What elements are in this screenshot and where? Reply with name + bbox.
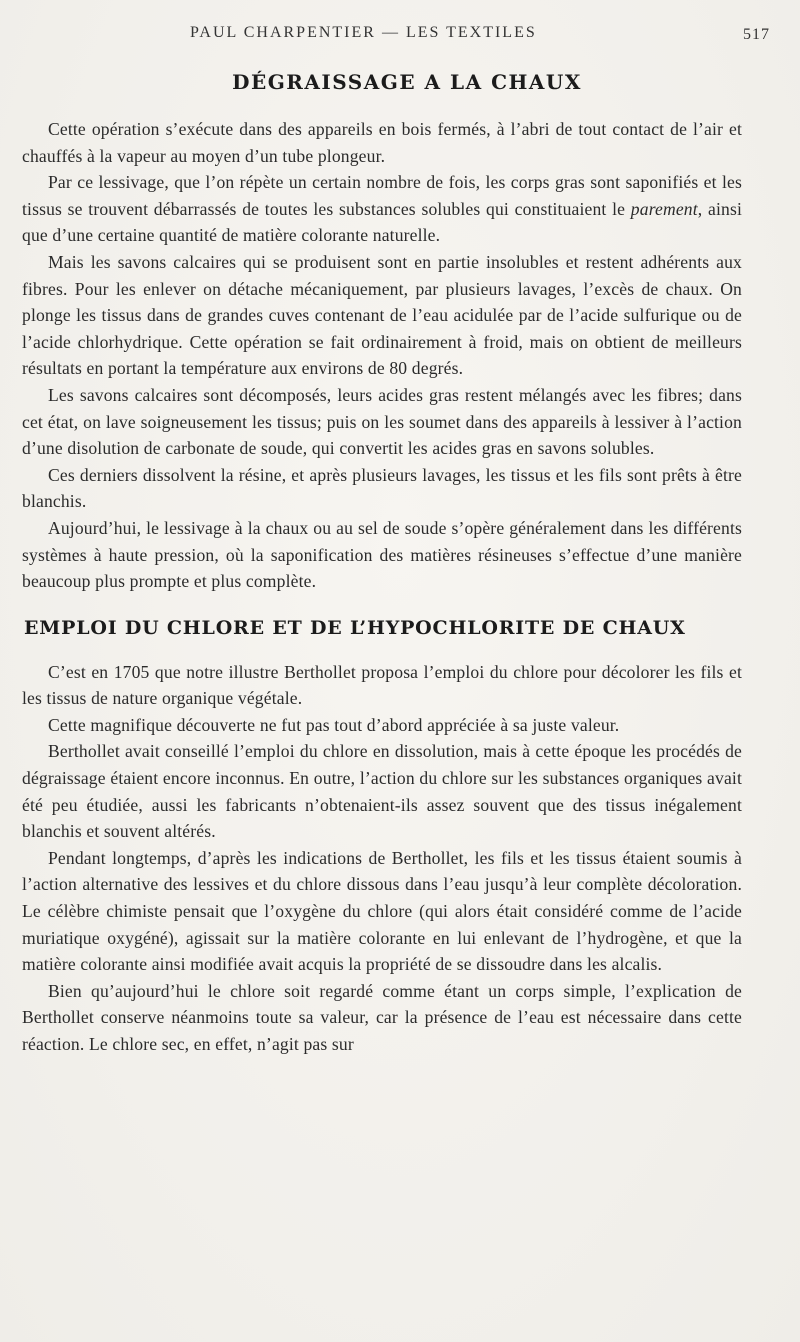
italic-term: parement bbox=[630, 198, 698, 219]
running-head bbox=[22, 22, 770, 50]
paragraph: Ces derniers dissolvent la résine, et après plusieurs lavages, les tissus et les fils sont prêts à être blanchis. bbox=[22, 464, 742, 512]
section-heading-degraissage: DÉGRAISSAGE A LA CHAUX bbox=[232, 70, 582, 94]
paragraph: C’est en 1705 que notre illustre Berthollet proposa l’emploi du chlore pour décolorer les fils et les tissus de nature organique végétale. bbox=[22, 661, 742, 709]
paragraph: Mais les savons calcaires qui se produisent sont en partie insolubles et restent adhérents aux fibres. Pour les enlever on détache mécaniquement, par plusieurs lavages, l’excès de chaux. On plonge les tissus dans de grandes cuves contenant de l’eau acidulée par de l’acide sulfurique ou de l’acide chlorhydrique. Cette opération se fait ordinairement à froid, mais on obtient de meilleurs résultats en portant la température aux environs de 80 degrés. bbox=[22, 251, 742, 379]
paragraph: Cette magnifique découverte ne fut pas tout d’abord appréciée à sa juste valeur. bbox=[48, 714, 620, 735]
page-number: 517 bbox=[743, 26, 770, 43]
paragraph: Berthollet avait conseillé l’emploi du chlore en dissolution, mais à cette époque les procédés de dégraissage étaient encore inconnus. En outre, l’action du chlore sur les substances organiques avait été peu étudiée, aussi les fabricants n’obtenaient-ils assez souvent que des tissus inégalement blanchis et souvent altérés. bbox=[22, 741, 742, 842]
paragraph: Cette opération s’exécute dans des appareils en bois fermés, à l’abri de tout contact de l’air et chauffés à la vapeur au moyen d’un tube plongeur. bbox=[22, 119, 742, 166]
section-heading-chlore: EMPLOI DU CHLORE ET DE L’HYPOCHLORITE DE CHAUX bbox=[24, 616, 686, 639]
paragraph: Par ce lessivage, que l’on répète un certain nombre de fois, les corps gras sont saponifiés et les tissus se trouvent débarrassés de toutes les substances solubles qui constituaient le parement, ainsi que d’une certaine quantité de matière colorante naturelle. bbox=[22, 172, 742, 246]
paragraph: Pendant longtemps, d’après les indications de Berthollet, les fils et les tissus étaient soumis à l’action alternative des lessives et du chlore dissous dans l’eau jusqu’à leur complète décoloration. Le célèbre chimiste pensait que l’oxygène du chlore (qui alors était considéré comme de l’acide muriatique oxygéné), agissait sur la matière colorante en lui enlevant de l’hydrogène, et que la matière colorante ainsi modifiée avait acquis la propriété de se dissoudre dans les alcalis. bbox=[22, 847, 742, 975]
paragraph: Aujourd’hui, le lessivage à la chaux ou au sel de soude s’opère généralement dans les différents systèmes à haute pression, où la saponification des matières résineuses s’effectue d’une manière beaucoup plus prompte et plus complète. bbox=[22, 517, 742, 592]
paragraph: Les savons calcaires sont décomposés, leurs acides gras restent mélangés avec les fibres; dans cet état, on lave soigneusement les tissus; puis on les soumet dans des appareils à lessiver à l’action d’une disolution de carbonate de soude, qui convertit les acides gras en savons solubles. bbox=[22, 384, 742, 459]
running-title: PAUL CHARPENTIER — LES TEXTILES bbox=[190, 24, 537, 41]
paragraph: Bien qu’aujourd’hui le chlore soit regardé comme étant un corps simple, l’explication de Berthollet conserve néanmoins toute sa valeur, car la présence de l’eau est nécessaire dans cette réaction. Le chlore sec, en effet, n’agit pas sur bbox=[22, 980, 742, 1054]
